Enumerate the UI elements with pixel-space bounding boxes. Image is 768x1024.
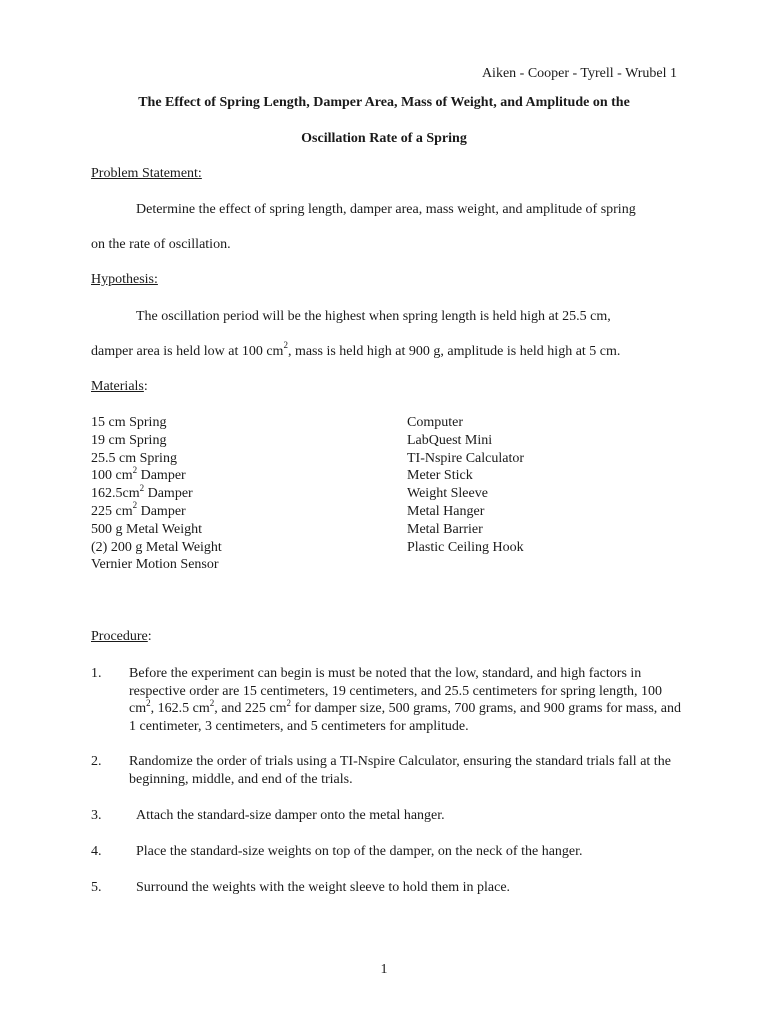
- step-text: Randomize the order of trials using a TI-Nspire Calculator, ensuring the standard trials fall at the beginning, middle, and end of the trials.: [129, 754, 671, 787]
- material-item: TI-Nspire Calculator: [407, 450, 525, 466]
- procedure-step: [91, 879, 691, 897]
- step-number: 4.: [91, 844, 102, 859]
- hypothesis-text-b: , mass is held high at 900 g, amplitude is held high at 5 cm.: [287, 344, 621, 359]
- step-text: Surround the weights with the weight sleeve to hold them in place.: [136, 880, 511, 895]
- material-item: 500 g Metal Weight: [91, 521, 202, 537]
- step-number: 5.: [91, 880, 102, 895]
- material-item: (2) 200 g Metal Weight: [91, 539, 222, 555]
- material-item: Metal Barrier: [407, 521, 483, 537]
- step-number: 1.: [91, 666, 102, 681]
- materials-heading-text: Materials: [91, 379, 144, 394]
- material-item: 19 cm Spring: [91, 432, 167, 448]
- hypothesis-heading: Hypothesis:: [91, 272, 158, 287]
- procedure-step: [91, 753, 691, 789]
- procedure-step: [91, 665, 691, 737]
- material-item: LabQuest Mini: [407, 432, 493, 448]
- hypothesis-line-1: The oscillation period will be the highest when spring length is held high at 25.5 cm,: [136, 309, 611, 324]
- step-text: Attach the standard-size damper onto the metal hanger.: [136, 808, 445, 823]
- title-line-2: Oscillation Rate of a Spring: [301, 131, 467, 146]
- material-item: 100 $cm^2$ Damper: [91, 464, 186, 484]
- problem-statement-line-1: Determine the effect of spring length, damper area, mass weight, and amplitude of spring: [136, 202, 636, 217]
- hypothesis-line-2: [91, 340, 621, 360]
- material-item: Meter Stick: [407, 468, 473, 484]
- materials-list-right: [407, 414, 524, 556]
- procedure-heading-colon: :: [147, 629, 152, 644]
- problem-statement-line-2: on the rate of oscillation.: [91, 237, 231, 252]
- page-number: 1: [380, 962, 388, 977]
- procedure-step: [91, 843, 691, 861]
- hypothesis-text-a: damper area is held low at 100 cm: [91, 344, 284, 359]
- material-item: $162.5cm^2$ Damper: [91, 482, 193, 502]
- step-number: 2.: [91, 754, 102, 769]
- procedure-heading: [91, 629, 152, 645]
- material-item: Weight Sleeve: [407, 486, 488, 502]
- materials-heading: [91, 379, 148, 395]
- material-item: Plastic Ceiling Hook: [407, 539, 524, 555]
- material-item: 225 $cm^2$ Damper: [91, 500, 186, 519]
- title-line-1: The Effect of Spring Length, Damper Area, Mass of Weight, and Amplitude on the: [138, 95, 630, 110]
- problem-statement-heading: Problem Statement:: [91, 166, 202, 181]
- material-item: Computer: [407, 415, 463, 430]
- materials-heading-colon: :: [143, 379, 148, 394]
- step-text: Before the experiment can begin is must be noted that the low, standard, and high factors in respective order are 15 centimeters, 19 centimeters, and 25.5 centimeters for spring length, 100 $cm^2$, 162.5 $cm^2$, and 225 $cm^2$ for damper size, 500 grams, 700 grams, and 900 grams for mass, and 1 centimeter, 3 centimeters, and 5 centimeters for amplitude.: [129, 666, 682, 734]
- material-item: 25.5 cm Spring: [91, 450, 177, 466]
- material-item: Vernier Motion Sensor: [91, 557, 219, 573]
- step-text: Place the standard-size weights on top of the damper, on the neck of the hanger.: [136, 844, 583, 859]
- procedure-step: [91, 807, 691, 825]
- material-item: 15 cm Spring: [91, 415, 167, 430]
- procedure-heading-text: Procedure: [91, 629, 148, 644]
- step-number: 3.: [91, 808, 102, 823]
- running-header: Aiken - Cooper - Tyrell - Wrubel 1: [481, 66, 677, 81]
- materials-list-left: [91, 414, 222, 574]
- material-item: Metal Hanger: [407, 503, 485, 519]
- superscript: 2: [283, 340, 288, 351]
